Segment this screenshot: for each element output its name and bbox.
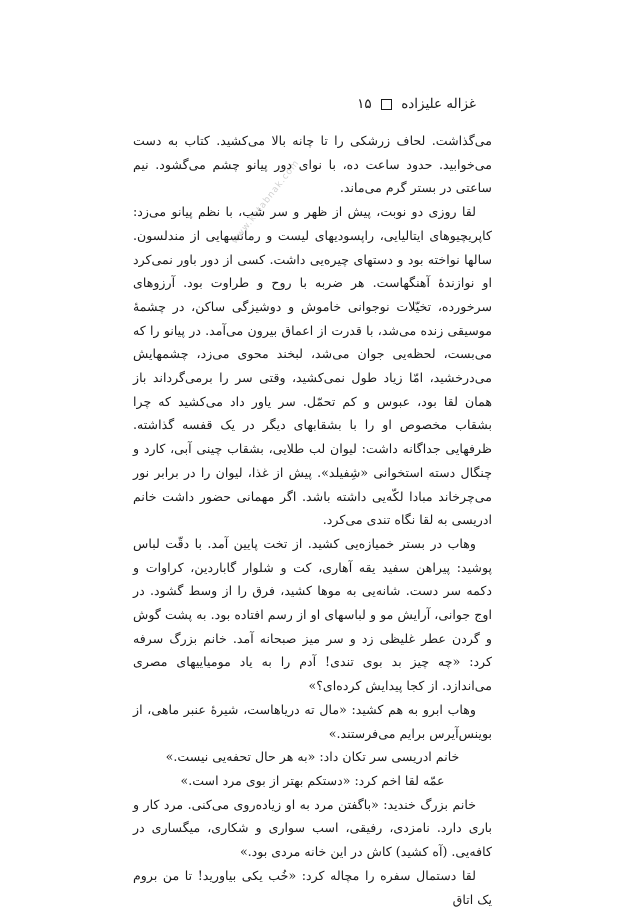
paragraph-dialogue: عمّه لقا اخم کرد: «دستکم بهتر از بوی مرد است.» bbox=[180, 772, 445, 788]
paragraph-dialogue: خانم ادریسی سر تکان داد: «به هر حال تحفه‌یی نیست.» bbox=[165, 749, 460, 765]
running-header bbox=[146, 96, 476, 118]
watermark: www.ketabnak.com bbox=[230, 158, 302, 247]
paragraph: لقا دستمال سفره را مچاله کرد: «خُب یکی بیاورید! تا من بروم یک اتاق bbox=[133, 867, 492, 907]
paragraph: وهاب در بستر خمیازه‌یی کشید. از تخت پایین آمد. با دقّت لباس پوشید: پیراهن سفید یقه آهاری، کت و شلوار گاباردین، کراوات و دکمه سر دست. شانه‌یی به موها کشید، فرق را از وسط گشود. در اوج جوانی، آرایش مو و لباسهای او از رسم افتاده بود. به پشت گوش و گردن عطر غلیظی زد و سر میز صبحانه آمد. خانم بزرگ سرفه کرد: «چه چیز بد بوی تندی! آدم را به یاد مومیاییهای مصری می‌اندازد. از کجا پیدایش کرده‌ای؟» bbox=[133, 535, 492, 694]
header-square-marker bbox=[381, 99, 392, 110]
paragraph: می‌گذاشت. لحاف زرشکی را تا چانه بالا می‌کشید. کتاب به دست می‌خوابید. حدود ساعت ده، با نوای دور پیانو چشم می‌گشود. نیم ساعتی در بستر گرم می‌ماند. bbox=[133, 133, 492, 196]
paragraph: لقا روزی دو نوبت، پیش از ظهر و سر شب، با نظم پیانو می‌زد: کاپریچیوهای ایتالیایی، راپسودیهای لیست و رمانسهایی از مندلسون. سالها نواخته بود و دستهای چیره‌یی داشت. کسی از دور باور نمی‌کرد او نوازندهٔ آهنگهاست. هر ضربه با روح و طراوت بود. آرزوهای سرخورده، تخیّلات نوجوانی خاموش و دوشیزگی ساکن، در چشمهٔ موسیقی زنده می‌شد، با قدرت از اعماق بیرون می‌آمد. در پیانو را که می‌بست، لحظه‌یی جوان می‌شد، لبخند محوی می‌زد، چشمهایش می‌درخشید، امّا زیاد طول نمی‌کشید، وقتی سر را برمی‌گرداند باز همان لقا بود، عبوس و کم تحمّل. سر یاور داد می‌کشید که چرا بشقاب مخصوص او را با بشقابهای دیگر در یک قفسه گذاشته. ظرفهایی جداگانه داشت: لیوان لب طلایی، بشقاب چینی آبی، کارد و چنگال دسته استخوانی «شِفیلد». پیش از غذا، لیوان را در برابر نور می‌چرخاند مبادا لکّه‌یی داشته باشد. اگر مهمانی حضور داشت خانم ادریسی به لقا نگاه تندی می‌کرد. bbox=[133, 204, 492, 528]
body-text bbox=[133, 129, 492, 911]
page-number: ۱۵ bbox=[357, 96, 372, 112]
header-author: غزاله علیزاده bbox=[401, 96, 476, 112]
paragraph: وهاب ابرو به هم کشید: «مال ته دریاهاست، شیرهٔ عنبر ماهی، از بوینس‌آیرس برایم می‌فرستند.» bbox=[133, 701, 492, 741]
paragraph: خانم بزرگ خندید: «باگفتن مرد به او زیاده‌روی می‌کنی. مرد کار و باری دارد. نامزدی، رفیقی، اسب سواری و شکاری، میگساری در کافه‌یی. (آه کشید) کاش در این خانه مردی بود.» bbox=[133, 796, 492, 860]
